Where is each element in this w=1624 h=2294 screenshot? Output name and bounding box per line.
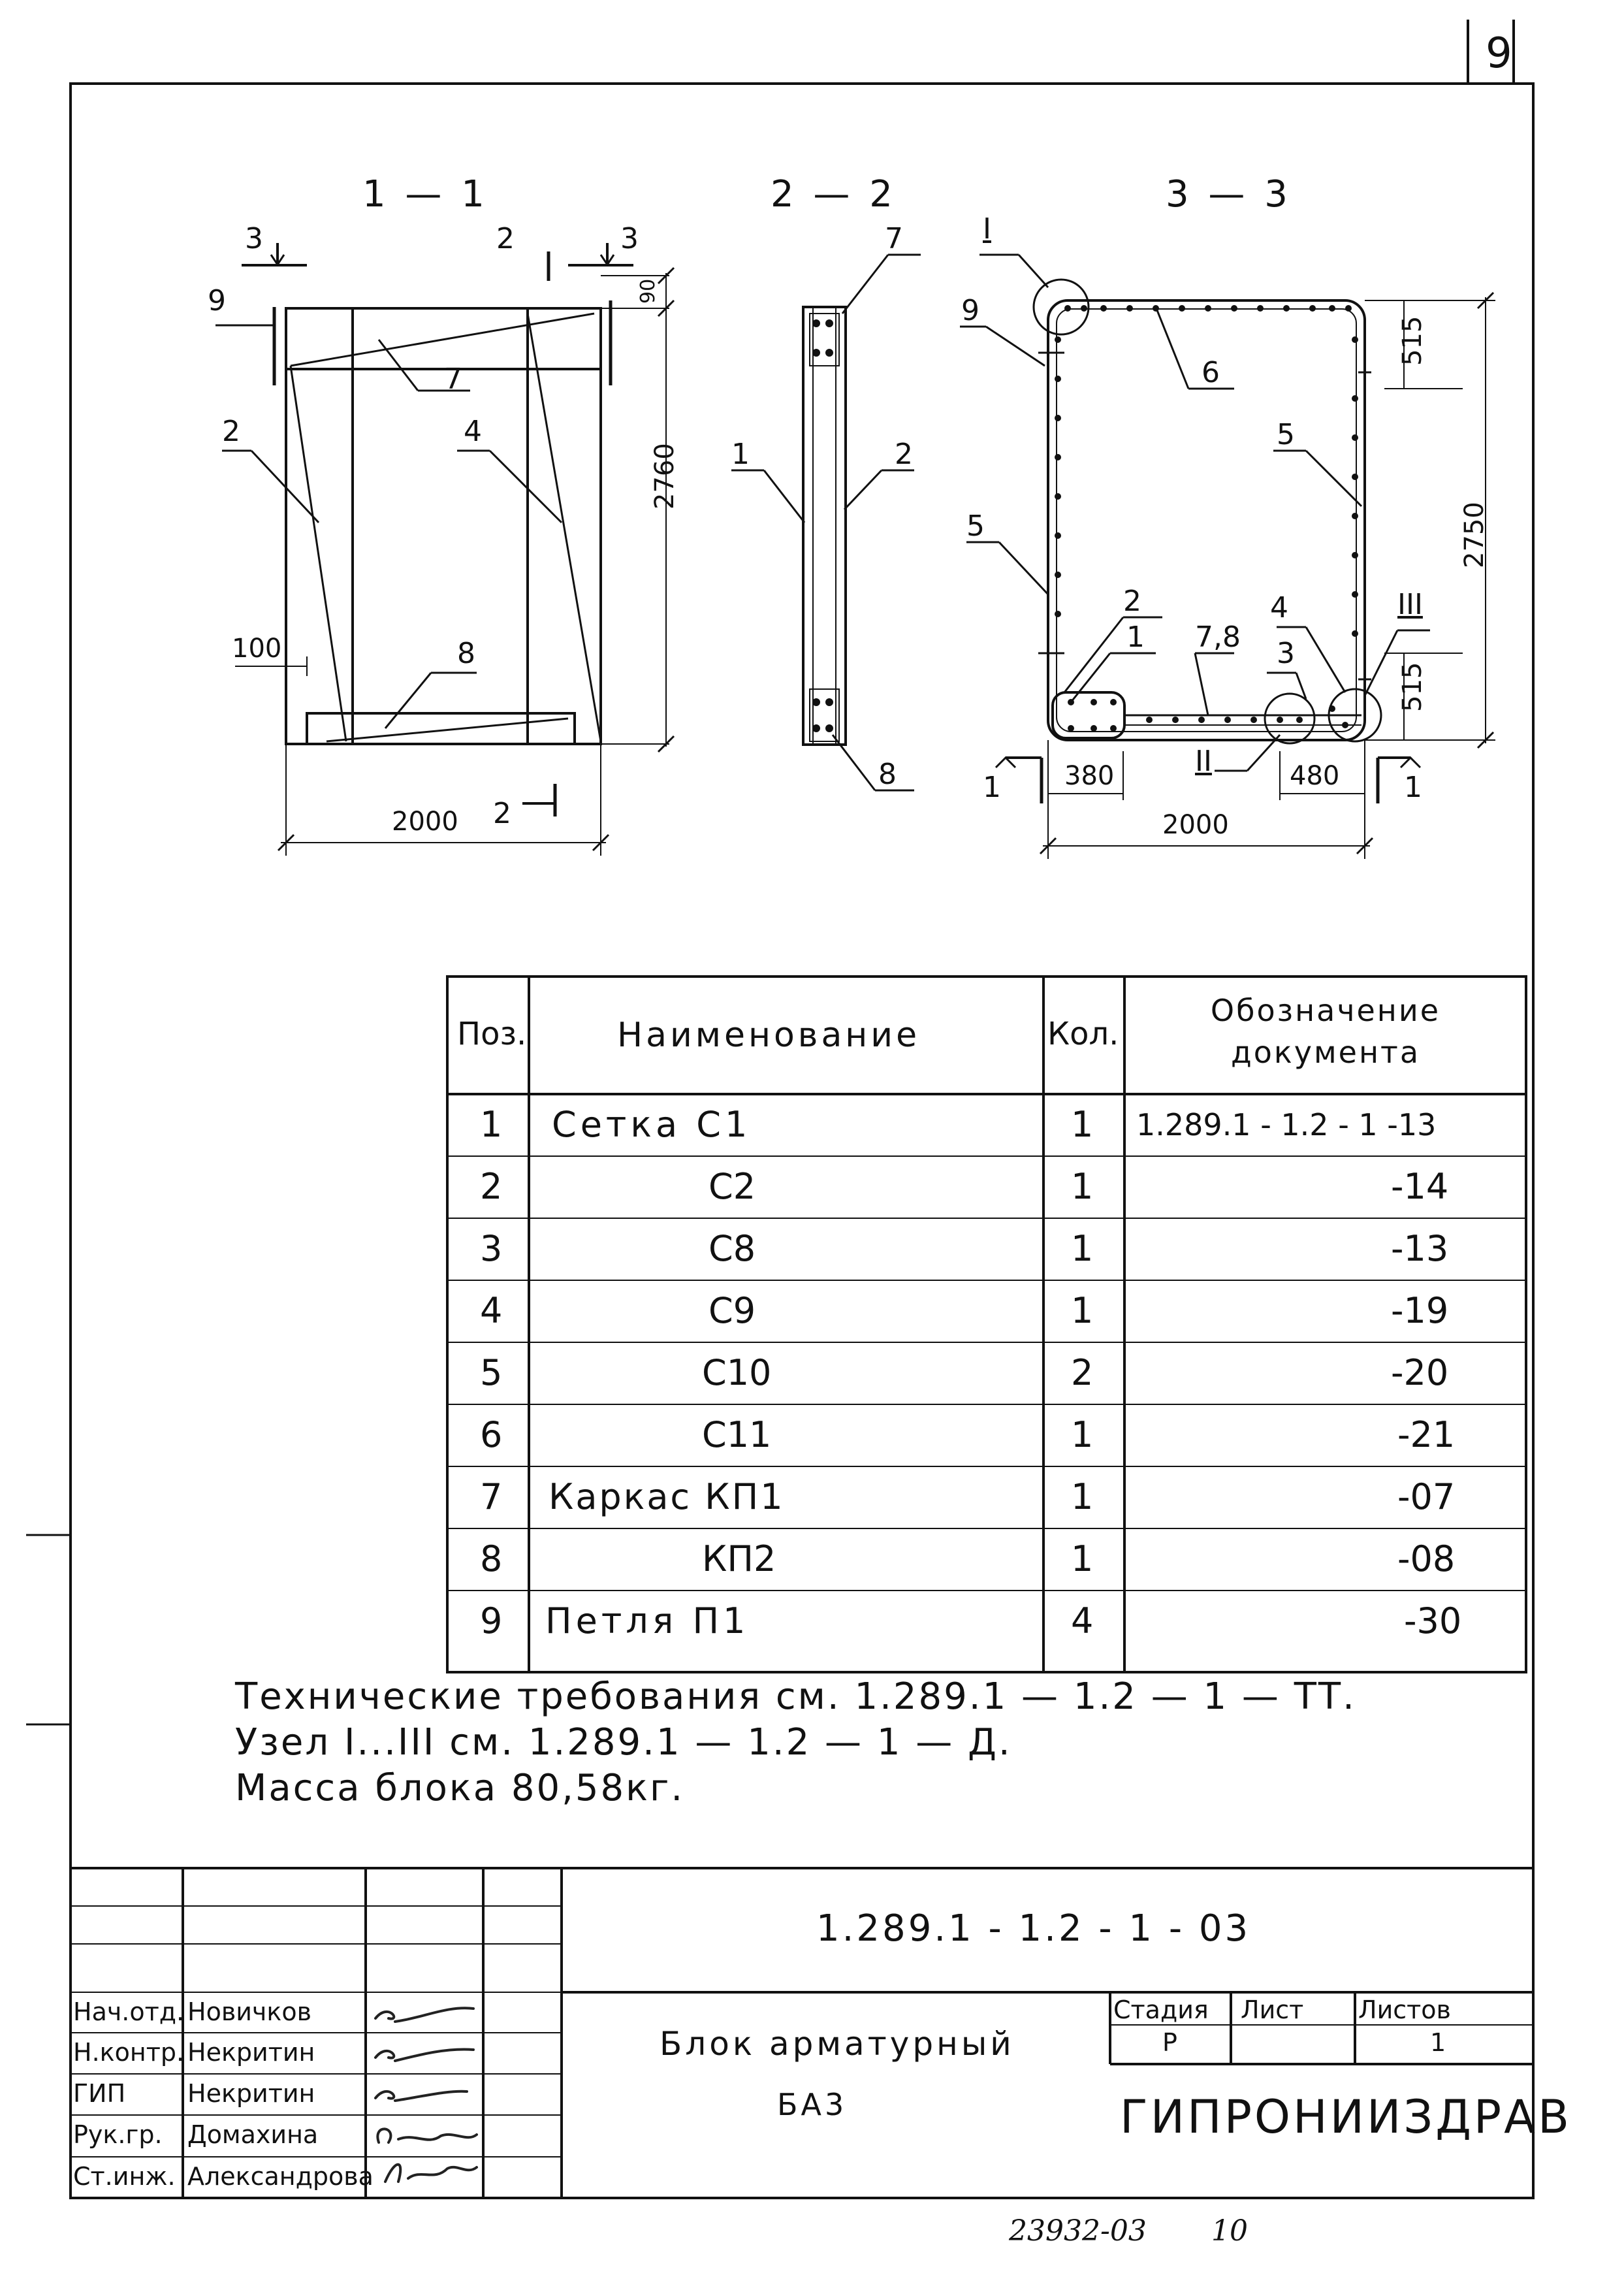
section-3-3-height-dim: 2750 (1459, 502, 1489, 568)
section-1-1-drawing (215, 243, 674, 856)
section-3-3-dim-480: 480 (1290, 761, 1340, 791)
section-3-3-dim-515-top: 515 (1397, 315, 1427, 366)
person-role: ГИП (73, 2079, 126, 2108)
spec-row-pos: 6 (480, 1414, 503, 1455)
title-block-sheets-label: Листов (1358, 1995, 1451, 2024)
person-name: Некритин (187, 2038, 315, 2067)
section-1-1-pos-4: 4 (464, 415, 482, 448)
spec-header-qty: Кол. (1047, 1016, 1119, 1052)
section-3-3-pos-3: 3 (1277, 637, 1295, 670)
spec-row-qty: 1 (1071, 1476, 1094, 1517)
spec-row-name: Петля П1 (545, 1600, 750, 1641)
title-block-name: Блок арматурный (660, 2025, 1015, 2063)
spec-row-doc: 1.289.1 - 1.2 - 1 -13 (1136, 1107, 1437, 1142)
person-name: Александрова (187, 2162, 374, 2191)
spec-header-doc: Обозначение документа (1210, 993, 1441, 1070)
spec-row-doc: -07 (1397, 1476, 1456, 1517)
section-3-3-pos-9: 9 (961, 294, 979, 327)
section-2-2-bar-dots (812, 319, 833, 732)
spec-row-name: С8 (709, 1228, 756, 1269)
section-1-1-cut-2a: 2 (496, 222, 515, 255)
section-3-3-pos-1: 1 (1126, 621, 1145, 654)
spec-header-pos: Поз. (457, 1016, 527, 1052)
node-I-circle (1034, 280, 1089, 334)
section-1-1-height-dim: 2760 (650, 443, 680, 509)
spec-row-qty: 1 (1071, 1414, 1094, 1455)
title-block-stage-label: Стадия (1113, 1995, 1209, 2024)
section-1-1-cut-2b: 2 (493, 797, 511, 830)
archive-number: 23932-03 (1009, 2214, 1147, 2248)
section-3-3-title: 3 — 3 (1166, 173, 1292, 216)
spec-row-name: С11 (702, 1414, 772, 1455)
title-block-designation: 1.289.1 - 1.2 - 1 - 03 (816, 1907, 1251, 1950)
node-II-label: II (1195, 745, 1212, 778)
spec-row-name: Каркас КП1 (549, 1476, 785, 1517)
person-name: Домахина (187, 2120, 319, 2149)
person-name: Некритин (187, 2079, 315, 2108)
section-1-1-pos-9: 9 (208, 284, 226, 317)
person-role: Нач.отд. (73, 1997, 185, 2026)
spec-row-doc: -30 (1404, 1600, 1462, 1641)
section-2-2-pos-8: 8 (878, 758, 897, 791)
node-II-circle (1265, 694, 1314, 743)
section-1-1-width-dim: 2000 (392, 807, 458, 837)
spec-row-doc: -08 (1397, 1538, 1456, 1579)
spec-row-qty: 1 (1071, 1166, 1094, 1207)
spec-row-pos: 1 (480, 1104, 503, 1145)
note-nodes: Узел I...III см. 1.289.1 — 1.2 — 1 — Д. (235, 1721, 1012, 1764)
spec-row-qty: 1 (1071, 1228, 1094, 1269)
section-3-3-width-dim: 2000 (1162, 810, 1229, 840)
spec-row-pos: 3 (480, 1228, 503, 1269)
note-mass: Масса блока 80,58кг. (235, 1767, 685, 1809)
node-I-label: I (983, 212, 991, 246)
section-2-2-pos-2: 2 (895, 438, 913, 471)
spec-row-name: С10 (702, 1352, 772, 1393)
spec-row-qty: 1 (1071, 1538, 1094, 1579)
spec-row-qty: 4 (1071, 1600, 1094, 1641)
section-1-1-title: 1 — 1 (362, 173, 488, 216)
title-block-sheet-label: Лист (1241, 1995, 1304, 2024)
section-2-2-pos-7: 7 (885, 222, 903, 255)
title-block-mark: БА3 (777, 2087, 848, 2122)
section-3-3-pos-6: 6 (1202, 356, 1220, 389)
spec-row-name: Сетка С1 (552, 1104, 752, 1145)
section-1-1-cut-3a: 3 (245, 222, 263, 255)
title-block-sheets-value: 1 (1430, 2028, 1446, 2057)
title-block-organization: ГИПРОНИИЗДРАВ (1120, 2090, 1572, 2144)
spec-row-qty: 1 (1071, 1290, 1094, 1331)
section-3-3-pos-2: 2 (1123, 585, 1141, 618)
signatures-picture (369, 1992, 483, 2198)
spec-row-pos: 4 (480, 1290, 503, 1331)
spec-row-pos: 7 (480, 1476, 503, 1517)
spec-row-doc: -19 (1391, 1290, 1449, 1331)
section-3-3-pos-7-8: 7,8 (1195, 621, 1241, 654)
section-2-2-drawing (731, 255, 921, 790)
person-role: Н.контр. (73, 2038, 185, 2067)
spec-row-name: С2 (709, 1166, 756, 1207)
title-block-stage-value: Р (1162, 2028, 1177, 2057)
section-1-1-pos-7: 7 (444, 363, 462, 396)
spec-row-pos: 5 (480, 1352, 503, 1393)
spec-row-name: С9 (709, 1290, 756, 1331)
spec-row-doc: -20 (1391, 1352, 1449, 1393)
section-3-3-cut-1b: 1 (1404, 771, 1422, 804)
spec-header-name: Наименование (617, 1016, 921, 1055)
spec-row-doc: -21 (1397, 1414, 1456, 1455)
spec-row-pos: 9 (480, 1600, 503, 1641)
format-number: 10 (1211, 2214, 1248, 2248)
spec-row-doc: -13 (1391, 1228, 1449, 1269)
spec-row-doc: -14 (1391, 1166, 1449, 1207)
spec-row-qty: 1 (1071, 1104, 1094, 1145)
spec-row-qty: 2 (1071, 1352, 1094, 1393)
person-role: Ст.инж. (73, 2162, 176, 2191)
section-3-3-cut-1a: 1 (983, 771, 1001, 804)
section-1-1-offset-dim: 100 (232, 634, 282, 664)
section-1-1-pos-2: 2 (222, 415, 240, 448)
person-role: Рук.гр. (73, 2120, 163, 2149)
section-3-3-pos-5-left: 5 (966, 509, 985, 543)
spec-row-pos: 8 (480, 1538, 503, 1579)
section-1-1-cut-3b: 3 (620, 222, 639, 255)
note-technical-requirements: Технические требования см. 1.289.1 — 1.2 — 1 — ТТ. (235, 1675, 1356, 1718)
section-3-3-dim-380: 380 (1064, 761, 1115, 791)
spec-table-grid (447, 977, 1526, 1672)
sheet-number: 9 (1486, 29, 1512, 78)
section-3-3-pos-5-right: 5 (1277, 418, 1295, 451)
node-III-label: III (1397, 588, 1423, 621)
section-1-1-pos-8: 8 (457, 637, 475, 670)
section-2-2-title: 2 — 2 (771, 173, 897, 216)
section-3-3-pos-4: 4 (1270, 591, 1288, 624)
section-3-3-dim-515-bottom: 515 (1397, 662, 1427, 712)
section-2-2-pos-1: 1 (731, 438, 750, 471)
person-name: Новичков (187, 1997, 311, 2026)
spec-row-name: КП2 (702, 1538, 776, 1579)
spec-row-pos: 2 (480, 1166, 503, 1207)
section-1-1-top-gap-dim: 90 (637, 278, 660, 304)
